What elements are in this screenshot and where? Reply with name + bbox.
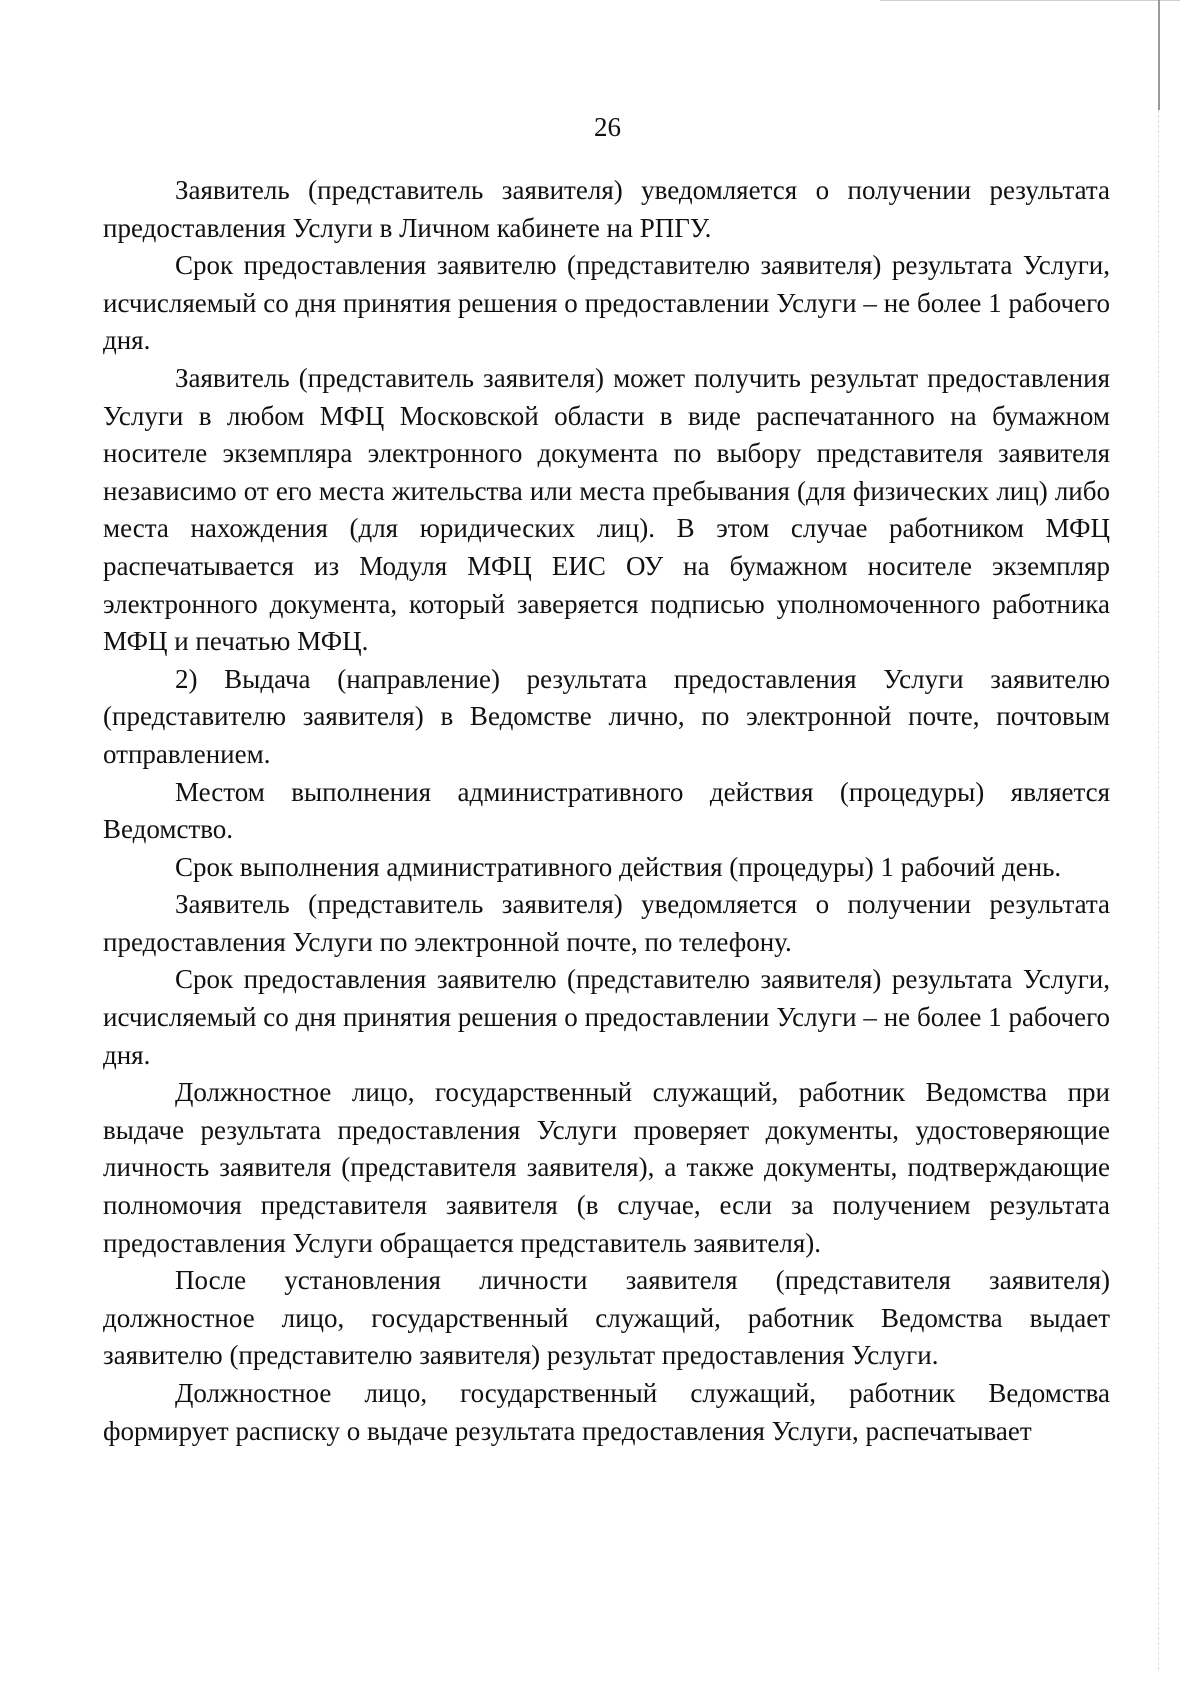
paragraph: Заявитель (представитель заявителя) уведомляется о получении результата предоставления Услуги в Личном кабинете на РПГУ. — [103, 175, 1110, 243]
paragraph: Заявитель (представитель заявителя) может получить результат предоставления Услуги в любом МФЦ Московской области в виде распечатанного на бумажном носителе экземпляра электронного документа по выбору представителя заявителя независимо от его места жительства или места пребывания (для физических лиц) либо места нахождения (для юридических лиц). В этом случае работником МФЦ распечатывается из Модуля МФЦ ЕИС ОУ на бумажном носителе экземпляр электронного документа, который заверяется подписью уполномоченного работника МФЦ и печатью МФЦ. — [103, 362, 1110, 657]
paragraph: Срок предоставления заявителю (представителю заявителя) результата Услуги, исчисляемый со дня принятия решения о предоставлении Услуги – не более 1 рабочего дня. — [103, 964, 1110, 1070]
paragraph: Срок предоставления заявителю (представителю заявителя) результата Услуги, исчисляемый со дня принятия решения о предоставлении Услуги – не более 1 рабочего дня. — [103, 250, 1110, 356]
page-number: 26 — [594, 112, 621, 142]
scan-edge-right-faint — [1158, 110, 1159, 1670]
paragraph: После установления личности заявителя (представителя заявителя) должностное лицо, государственный служащий, работник Ведомства выдает заявителю (представителю заявителя) результат предоставления Услуги. — [103, 1265, 1110, 1371]
paragraph: Должностное лицо, государственный служащий, работник Ведомства формирует расписку о выдаче результата предоставления Услуги, распечатывает — [103, 1378, 1110, 1446]
paragraph: Срок выполнения административного действия (процедуры) 1 рабочий день. — [175, 851, 1062, 882]
paragraph: Заявитель (представитель заявителя) уведомляется о получении результата предоставления Услуги по электронной почте, по телефону. — [103, 889, 1110, 957]
paragraph: Местом выполнения административного действия (процедуры) является Ведомство. — [103, 776, 1110, 845]
scan-edge-right — [1158, 0, 1160, 110]
paragraph: Должностное лицо, государственный служащий, работник Ведомства при выдаче результата предоставления Услуги проверяет документы, удостоверяющие личность заявителя (представителя заявителя), а также документы, подтверждающие полномочия представителя заявителя (в случае, если за получением результата предоставления Услуги обращается представитель заявителя). — [103, 1077, 1110, 1258]
scan-edge-top — [880, 0, 1180, 1]
document-body — [103, 172, 1110, 1450]
paragraph: 2) Выдача (направление) результата предоставления Услуги заявителю (представителю заявителя) в Ведомстве лично, по электронной почте, почтовым отправлением. — [103, 663, 1110, 769]
